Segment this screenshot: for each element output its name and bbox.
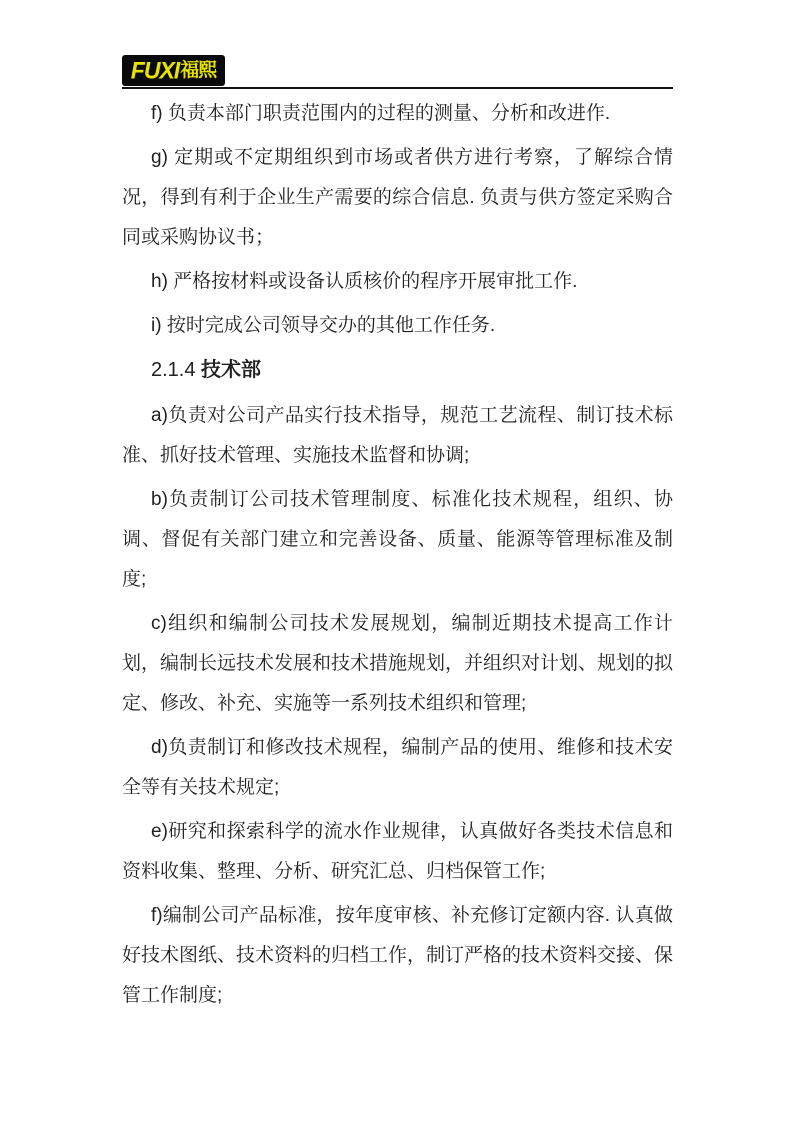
section-heading-title: 技术部 [201,359,262,381]
page-header [122,55,673,89]
logo-chinese-text: 福熙 [180,60,217,81]
paragraph-item-f: f) 负责本部门职责范围内的过程的测量、分析和改进作. [151,103,611,124]
paragraph-item-e: e)研究和探索科学的流水作业规律，认真做好各类技术信息和资料收集、整理、分析、研究汇总、归档保管工作; [122,821,673,882]
paragraph-item-b: b)负责制订公司技术管理制度、标准化技术规程，组织、协调、督促有关部门建立和完善设备、质量、能源等管理标准及制度; [122,489,673,590]
paragraph-item-i: i) 按时完成公司领导交办的其他工作任务. [151,315,496,336]
company-logo [122,55,225,86]
paragraph-item-g: g) 定期或不定期组织到市场或者供方进行考察，了解综合情况，得到有利于企业生产需要的综合信息. 负责与供方签定采购合同或采购协议书； [122,147,673,248]
section-heading-number: 2.1.4 [151,359,202,381]
paragraph-item-a: a)负责对公司产品实行技术指导，规范工艺流程、制订技术标准、抓好技术管理、实施技术监督和协调; [122,405,673,466]
section-heading [122,350,673,390]
paragraph-item-h: h) 严格按材料或设备认质核价的程序开展审批工作. [151,271,578,292]
paragraph-item-d: d)负责制订和修改技术规程，编制产品的使用、维修和技术安全等有关技术规定; [122,737,673,798]
paragraph-item-f2: f)编制公司产品标准，按年度审核、补充修订定额内容. 认真做好技术图纸、技术资料的归档工作，制订严格的技术资料交接、保管工作制度; [122,905,674,1006]
logo-latin-text: FUXI [130,56,180,84]
paragraph-item-c: c)组织和编制公司技术发展规划，编制近期技术提高工作计划，编制长远技术发展和技术措施规划，并组织对计划、规划的拟定、修改、补充、实施等一系列技术组织和管理; [122,613,674,714]
document-body [122,94,673,1020]
